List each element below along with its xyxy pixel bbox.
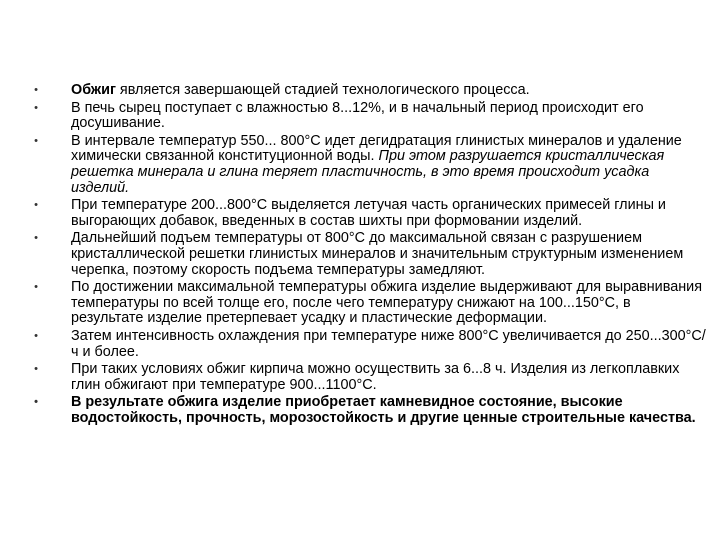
list-item (30, 231, 706, 278)
item-text: Затем интенсивность охлаждения при температуре ниже 800°С увеличивается до 250...300°С/ч и более. (71, 327, 706, 360)
bullet-icon: • (34, 199, 38, 212)
bullet-icon: • (34, 363, 38, 376)
list-item (30, 134, 706, 196)
bullet-icon: • (34, 134, 38, 147)
bullet-icon: • (34, 281, 38, 294)
bullet-icon: • (34, 329, 38, 342)
list-item (30, 101, 706, 132)
item-italic-text: При этом разрушается кристаллическая решетка минерала и глина теряет пластичность, в это время происходит усадка изделий. (71, 148, 665, 196)
bullet-icon: • (34, 101, 38, 114)
list-item (30, 280, 706, 327)
bullet-icon: • (34, 84, 38, 96)
item-text: При таких условиях обжиг кирпича можно осуществить за 6...8 ч. Изделия из легкоплавких глин обжигают при температуре 900...1100°С. (71, 361, 680, 393)
item-text: В печь сырец поступает с влажностью 8...12%, и в начальный период происходит его досушивание. (71, 99, 644, 132)
list-item-conclusion (30, 395, 706, 426)
list-item (30, 83, 706, 99)
list-item (30, 329, 706, 360)
item-text: Дальнейший подъем температуры от 800°С до максимальной связан с разрушением кристаллической решетки глинистых минералов и значительным структурным изменением черепка, поэтому скорость подъема температуры замедляют. (71, 230, 684, 278)
list-item (30, 362, 706, 393)
bullet-icon: • (34, 396, 38, 409)
item-text: При температуре 200...800°С выделяется летучая часть органических примесей глины и выгорающих добавок, введенных в состав шихты при формовании изделий. (71, 197, 666, 229)
term-bold: Обжиг (71, 82, 116, 98)
item-bold-text: В результате обжига изделие приобретает камневидное состояние, высокие водостойкость, прочность, морозостойкость и другие ценные строительные качества. (71, 394, 696, 426)
item-text: В интервале температур 550... 800°С идет дегидратация глинистых минералов и удаление химически связанной конституционной воды. (71, 132, 682, 165)
bullet-list (30, 83, 706, 428)
bullet-icon: • (34, 232, 38, 245)
list-item (30, 198, 706, 229)
item-text: является завершающей стадией технологического процесса. (115, 82, 530, 98)
item-text: По достижении максимальной температуры обжига изделие выдерживают для выравнивания температуры по всей толще его, после чего температуру снижают на 100...150°С, в результате изделие претерпевает усадку и пластические деформации. (71, 279, 702, 327)
